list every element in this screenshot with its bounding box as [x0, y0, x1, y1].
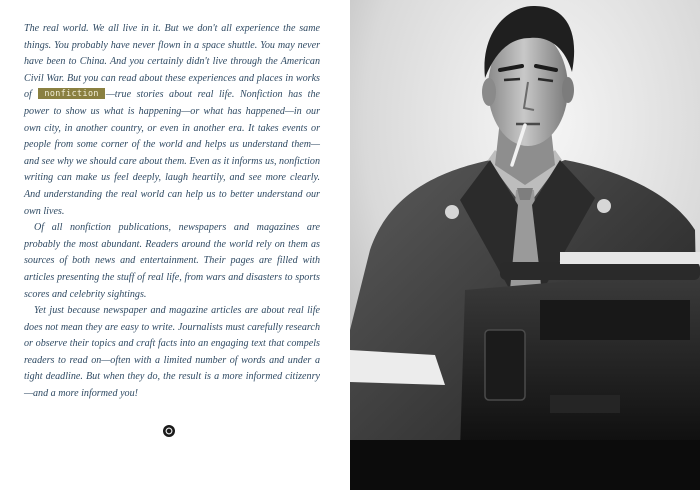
paragraph-1-start: The real world. We all live in it. But we don't all experience the same things. You probably have never flown in a space shuttle. You may never have been to China. And you certainly didn't live through the American Civil War. But you can read about these experiences and places in works of — [24, 23, 320, 101]
page-marker-icon — [163, 425, 175, 437]
paragraph-1 — [24, 21, 320, 220]
photo-illustration — [350, 0, 700, 490]
paragraph-2: Of all nonfiction publications, newspapers and magazines are probably the most abundant. Readers around the world rely on them as sources of both news and entertainment. Their pages are filled with articles presenting the stuff of real life, from wars and disasters to sports scores and celebrity sightings. — [24, 222, 320, 300]
paragraph-3: Yet just because newspaper and magazine articles are about real life does not mean they are easy to write. Journalists must carefully research or observe their topics and craft facts into an engaging text that compels readers to read on—often with a limited number of words and under a tight deadline. But when they do, the result is a more informed citizenry—and a more informed you! — [24, 305, 320, 400]
body-text — [24, 21, 320, 403]
journalist-photo — [350, 0, 700, 490]
glossary-term-nonfiction[interactable]: nonfiction — [38, 88, 104, 99]
paragraph-1-end: —true stories about real life. Nonfiction has the power to show us what is happening—or what has happened—in our own city, in another country, or even in another era. It takes events or people from some corner of the world and helps us understand them—and see why we should care about them. Even as it informs us, nonfiction writing can make us feel deeply, laugh heartily, and see more clearly. And understanding the real world can help us to better understand our own lives. — [24, 89, 320, 217]
